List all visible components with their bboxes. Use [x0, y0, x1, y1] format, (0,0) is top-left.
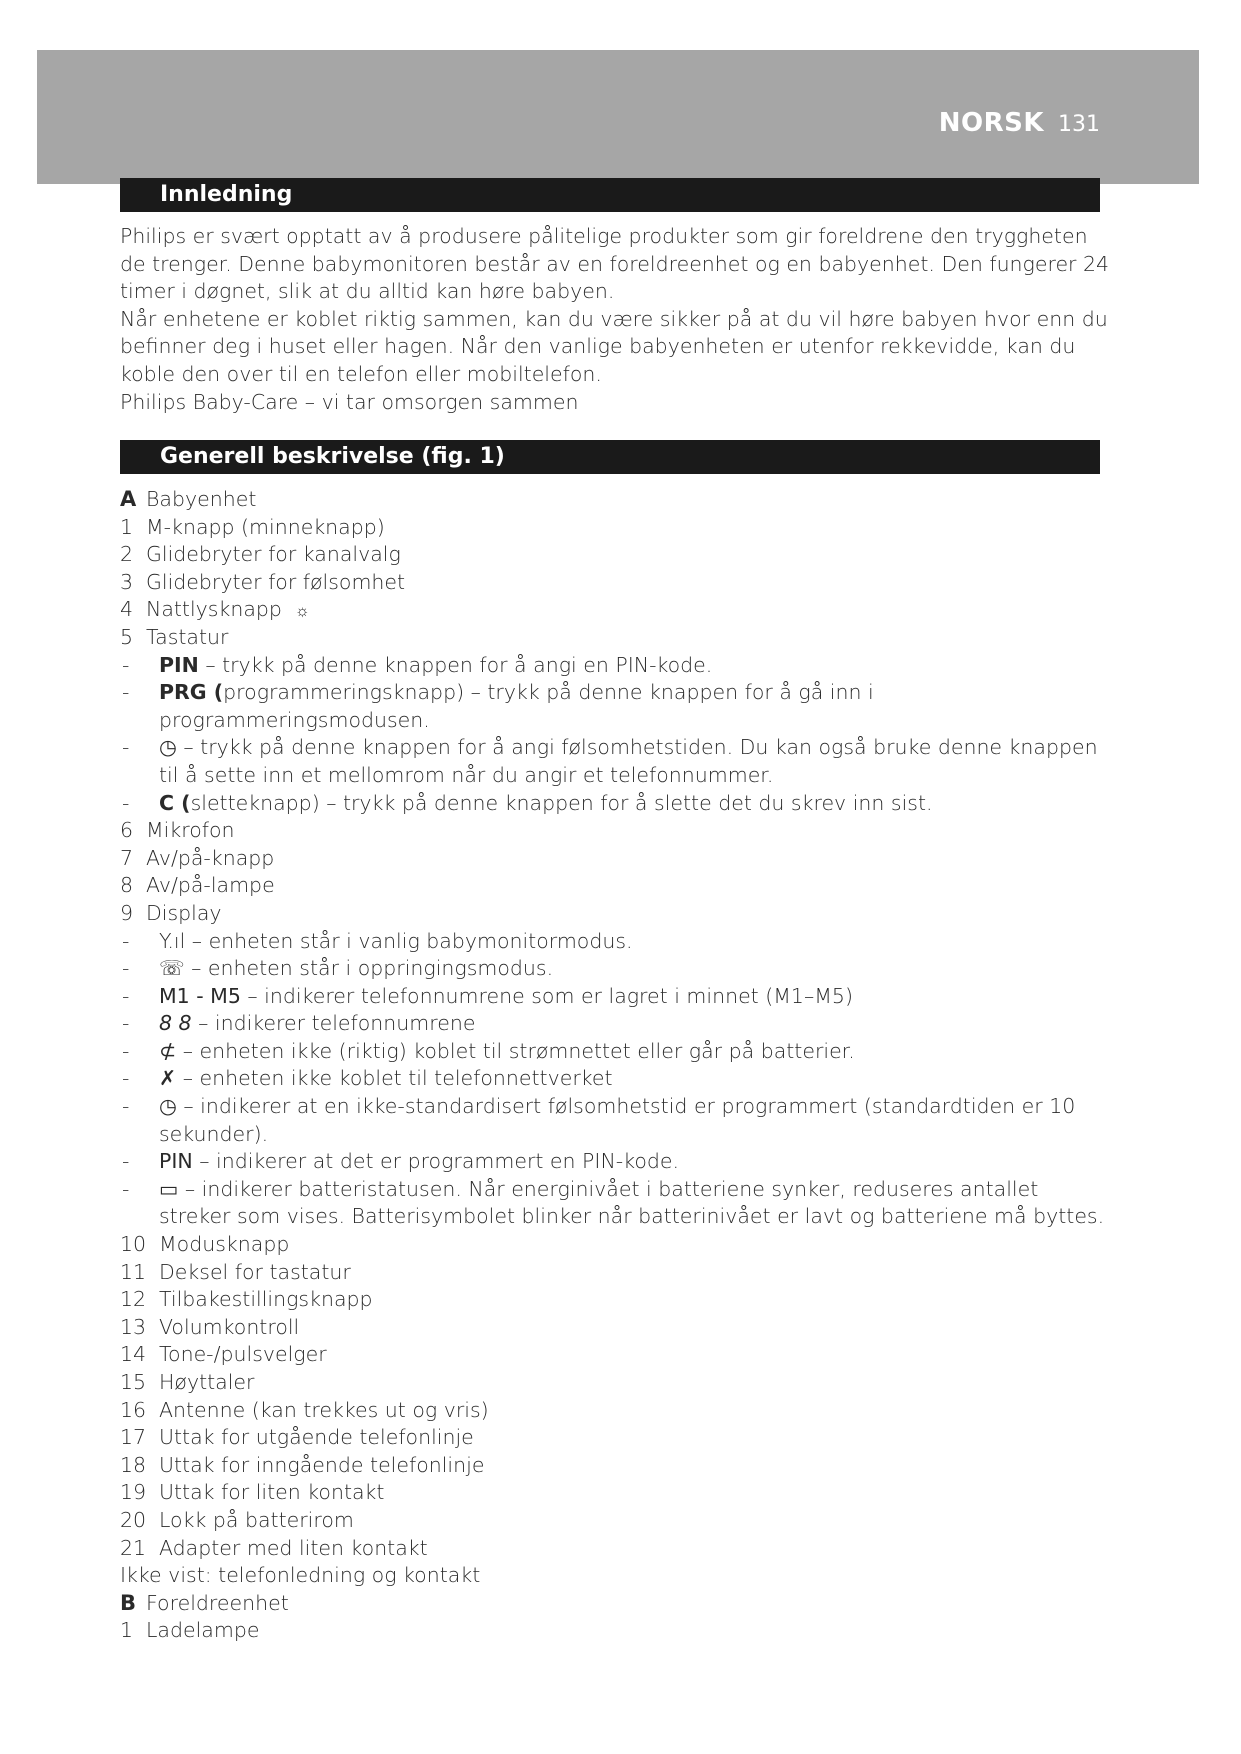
- list-subitem: - ◷ – trykk på denne knappen for å angi følsomhetstiden. Du kan også bruke denne knappen til å sette inn et mellomrom når du angir et telefonnummer.: [122, 735, 1098, 787]
- list-subitem: - ▭ – indikerer batteristatusen. Når energinivået i batteriene synker, reduseres antallet streker som vises. Batterisymbolet blinker når batterinivået er lavt og batteriene må byttes.: [122, 1176, 1105, 1229]
- no-line-icon: ✗: [159, 1066, 177, 1091]
- night-light-icon: ☼: [294, 601, 310, 621]
- timer-icon: ◷: [159, 735, 177, 760]
- list-item: 8 Av/på-lampe: [120, 873, 275, 898]
- list-group-b: B Foreldreenhet: [120, 1590, 289, 1615]
- list-item: 13 Volumkontroll: [120, 1314, 300, 1339]
- list-subitem: - C (sletteknapp) – trykk på denne knappen for å slette det du skrev inn sist.: [122, 790, 933, 815]
- list-item: 6 Mikrofon: [120, 818, 235, 843]
- list-item: 3 Glidebryter for følsomhet: [120, 569, 406, 594]
- list-item: 1 Ladelampe: [120, 1618, 260, 1643]
- list-item: 19 Uttak for liten kontakt: [120, 1480, 385, 1505]
- list-item: 9 Display: [120, 900, 222, 925]
- digits-icon: 8 8: [159, 1011, 192, 1036]
- language-title: NORSK: [938, 108, 1044, 138]
- battery-icon: ▭: [159, 1176, 179, 1201]
- list-subitem: - M1 - M5 – indikerer telefonnumrene som er lagret i minnet (M1–M5): [122, 983, 853, 1008]
- list-item: 1 M-knapp (minneknapp): [120, 514, 385, 539]
- list-subitem: - PIN – indikerer at det er programmert en PIN-kode.: [122, 1149, 680, 1174]
- list-item: 10 Modusknapp: [120, 1232, 290, 1257]
- no-power-icon: ⊄: [159, 1038, 177, 1063]
- intro-paragraph: Philips er svært opptatt av å produsere pålitelige produkter som gir foreldrene den tryggheten de trenger. Denne babymonitoren består av en foreldreenhet og en babyenhet. Den fungerer 24 timer i døgnet, slik at du alltid kan høre babyen.: [120, 224, 1110, 304]
- section-title-description: Generell beskrivelse (fig. 1): [120, 440, 1100, 474]
- intro-text: [120, 223, 1110, 416]
- pin-indicator: PIN: [159, 1149, 193, 1174]
- page-header: [0, 108, 1100, 138]
- memory-indicator: M1 - M5: [159, 983, 241, 1008]
- signal-icon: Y.ıl: [159, 928, 186, 953]
- list-group-a: A Babyenhet: [120, 487, 257, 511]
- list-item: 16 Antenne (kan trekkes ut og vris): [120, 1397, 489, 1422]
- list-item: 2 Glidebryter for kanalvalg: [120, 542, 401, 567]
- list-item: 20 Lokk på batterirom: [120, 1507, 354, 1532]
- list-subitem: - PIN – trykk på denne knappen for å angi en PIN-kode.: [122, 652, 713, 677]
- list-item: 14 Tone-/pulsvelger: [120, 1342, 327, 1367]
- list-subitem: - ◷ – indikerer at en ikke-standardisert følsomhetstid er programmert (standardtiden er 10 sekunder).: [122, 1094, 1076, 1146]
- list-item: 15 Høyttaler: [120, 1370, 255, 1394]
- not-shown-note: Ikke vist: telefonledning og kontakt: [120, 1563, 481, 1588]
- list-subitem: - PRG (programmeringsknapp) – trykk på denne knappen for å gå inn i programmeringsmodusen.: [122, 680, 874, 732]
- list-subitem: - ☏ – enheten står i oppringingsmodus.: [122, 956, 554, 981]
- list-item: 7 Av/på-knapp: [120, 845, 275, 870]
- list-item: 18 Uttak for inngående telefonlinje: [120, 1452, 485, 1477]
- list-item: 11 Deksel for tastatur: [120, 1259, 351, 1284]
- list-subitem: - ⊄ – enheten ikke (riktig) koblet til strømnettet eller går på batterier.: [122, 1038, 855, 1063]
- page-number: 131: [1058, 112, 1100, 137]
- parts-list: [120, 486, 1110, 1645]
- list-item: 17 Uttak for utgående telefonlinje: [120, 1425, 474, 1450]
- intro-paragraph: Når enhetene er koblet riktig sammen, kan du være sikker på at du vil høre babyen hvor enn du befinner deg i huset eller hagen. Når den vanlige babyenheten er utenfor rekkevidde, kan du koble den over til en telefon eller mobiltelefon.: [120, 306, 1108, 386]
- list-item: 4 Nattlysknapp ☼: [120, 597, 310, 622]
- list-subitem: - 8 8 – indikerer telefonnumrene: [122, 1011, 476, 1036]
- section-title-intro: Innledning: [120, 178, 1100, 212]
- intro-paragraph: Philips Baby-Care – vi tar omsorgen sammen: [120, 389, 579, 414]
- list-subitem: - ✗ – enheten ikke koblet til telefonnettverket: [122, 1066, 613, 1091]
- list-item: 5 Tastatur: [120, 624, 229, 649]
- list-item: 12 Tilbakestillingsknapp: [120, 1287, 373, 1312]
- phone-icon: ☏: [159, 956, 185, 981]
- list-subitem: - Y.ıl – enheten står i vanlig babymonitormodus.: [122, 928, 633, 953]
- timer-icon: ◷: [159, 1094, 177, 1119]
- list-item: 21 Adapter med liten kontakt: [120, 1535, 428, 1560]
